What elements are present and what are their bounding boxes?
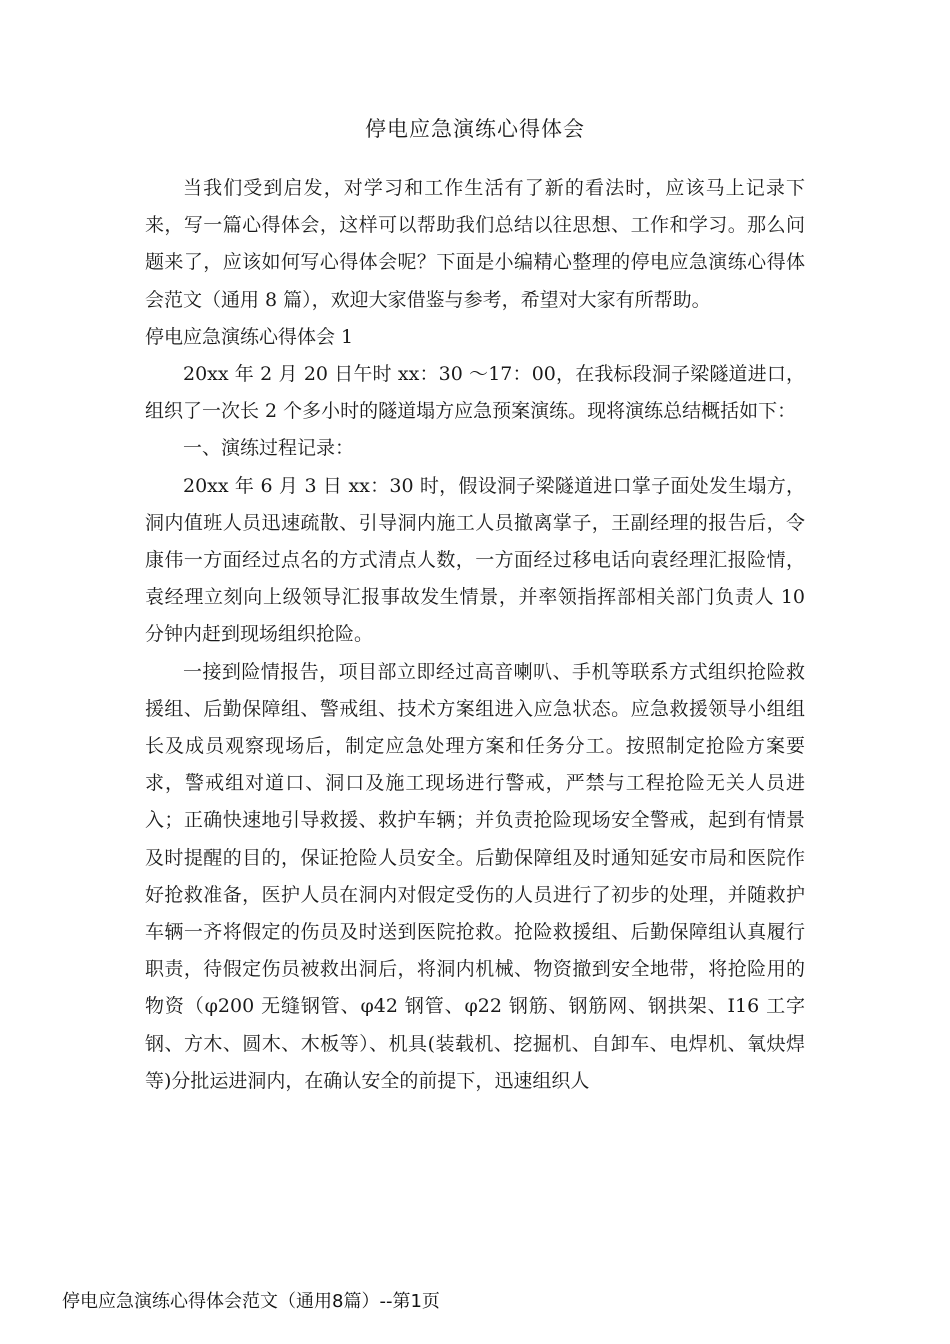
body-paragraph: 一接到险情报告，项目部立即经过高音喇叭、手机等联系方式组织抢险救援组、后勤保障组、警戒组、技术方案组进入应急状态。应急救援领导小组组长及成员观察现场后，制定应急处理方案和任务分工。按照制定抢险方案要求，警戒组对道口、洞口及施工现场进行警戒，严禁与工程抢险无关人员进入；正确快速地引导救援、救护车辆；并负责抢险现场安全警戒，起到有情景及时提醒的目的，保证抢险人员安全。后勤保障组及时通知延安市局和医院作好抢救准备，医护人员在洞内对假定受伤的人员进行了初步的处理，并随救护车辆一齐将假定的伤员及时送到医院抢救。抢险救援组、后勤保障组认真履行职责，待假定伤员被救出洞后，将洞内机械、物资撤到安全地带，将抢险用的物资（φ200 无缝钢管、φ42 钢管、φ22 钢筋、钢筋网、钢拱架、I16 工字钢、方木、圆木、木板等）、机具(装载机、挖掘机、自卸车、电焊机、氧炔焊等)分批运进洞内，在确认安全的前提下，迅速组织人 <box>145 660 805 1092</box>
document-title: 停电应急演练心得体会 <box>365 117 585 141</box>
body-paragraph: 20xx 年 6 月 3 日 xx：30 时，假设洞子梁隧道进口掌子面处发生塌方，洞内值班人员迅速疏散、引导洞内施工人员撤离掌子，王副经理的报告后，令康伟一方面经过点名的方式清点人数，一方面经过移电话向袁经理汇报险情，袁经理立刻向上级领导汇报事故发生情景，并率领指挥部相关部门负责人 10 分钟内赶到现场组织抢险。 <box>145 474 805 646</box>
page-footer: 停电应急演练心得体会范文（通用8篇）--第1页 <box>62 1291 440 1312</box>
body-paragraph: 20xx 年 2 月 20 日午时 xx：30 ～17：00，在我标段洞子梁隧道进口，组织了一次长 2 个多小时的隧道塌方应急预案演练。现将演练总结概括如下： <box>145 363 805 423</box>
intro-paragraph: 当我们受到启发，对学习和工作生活有了新的看法时，应该马上记录下来，写一篇心得体会，这样可以帮助我们总结以往思想、工作和学习。那么问题来了，应该如何写心得体会呢？下面是小编精心整理的停电应急演练心得体会范文（通用 8 篇），欢迎大家借鉴与参考，希望对大家有所帮助。 <box>145 177 805 311</box>
document-body <box>145 170 805 1100</box>
section-heading: 停电应急演练心得体会 1 <box>145 325 354 348</box>
subsection-heading: 一、演练过程记录： <box>183 437 355 460</box>
